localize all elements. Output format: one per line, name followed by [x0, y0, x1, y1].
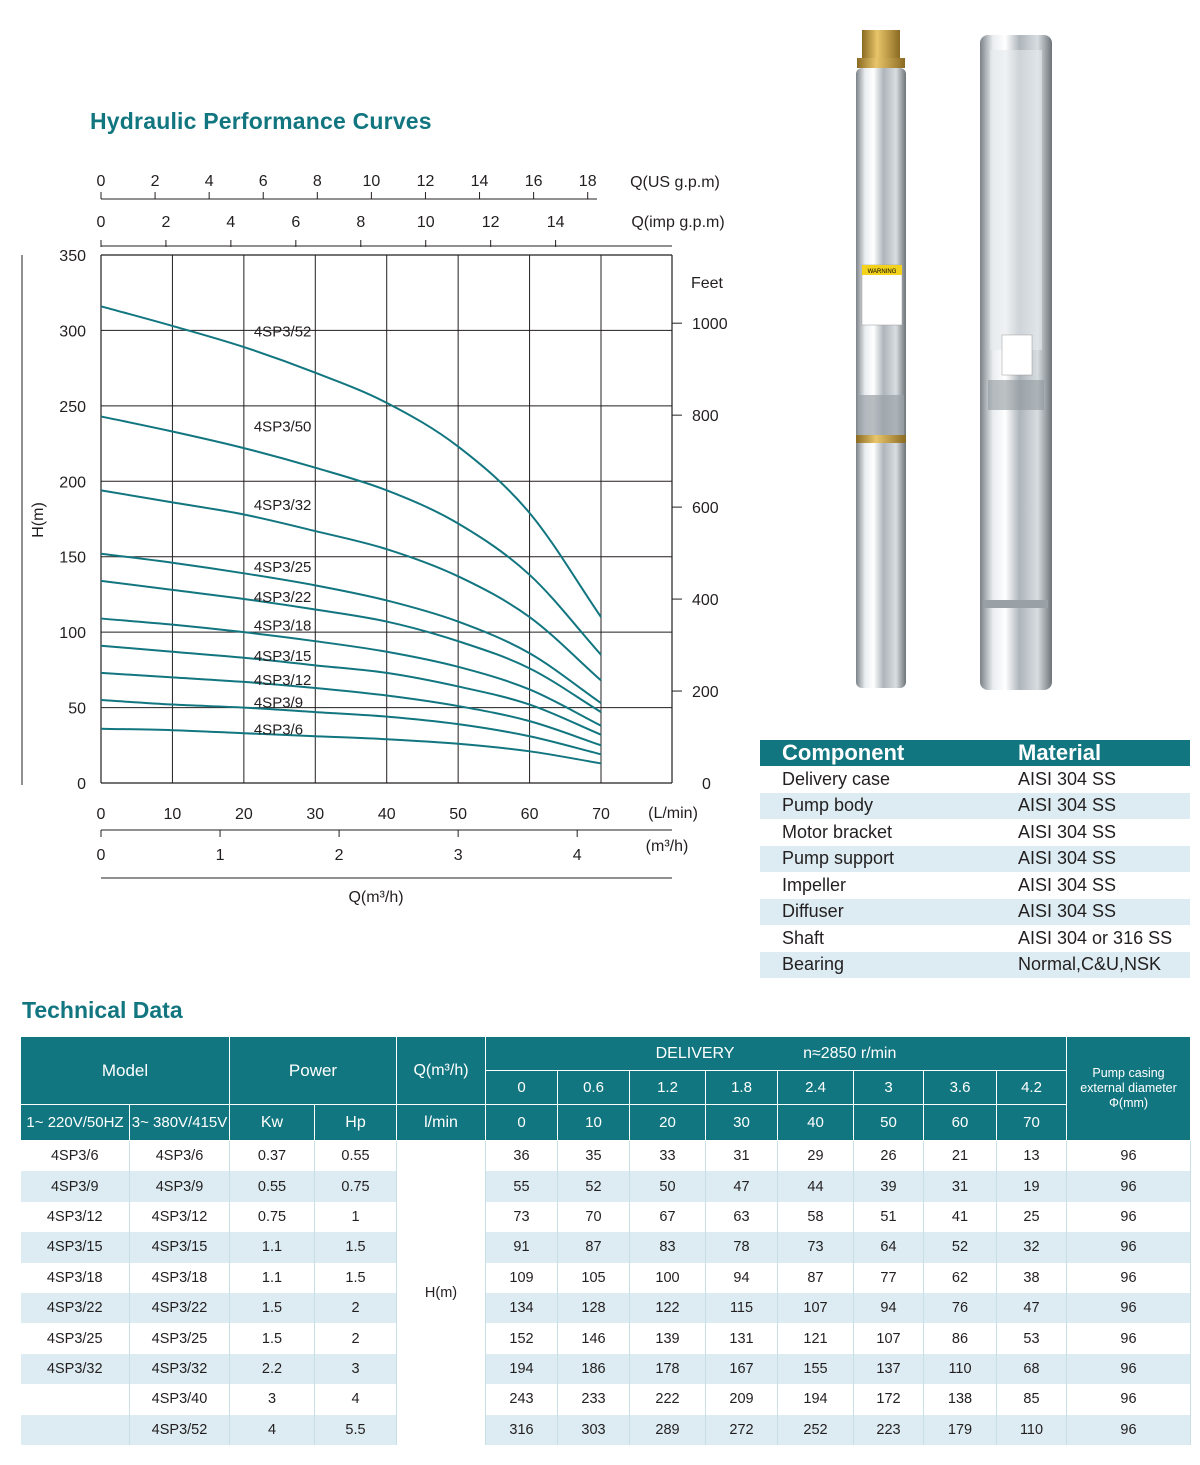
series-line	[101, 554, 601, 703]
kw-cell: 1.1	[230, 1263, 315, 1293]
materials-table	[760, 740, 1190, 978]
y-tick-label: 250	[59, 398, 86, 416]
head-value-cell: 73	[486, 1202, 558, 1232]
y2-tick-label: 600	[692, 500, 719, 518]
series-label: 4SP3/9	[253, 694, 304, 712]
material-row	[760, 952, 1190, 979]
power-header: Power	[230, 1037, 397, 1105]
series-label: 4SP3/18	[253, 617, 312, 635]
head-value-cell: 73	[778, 1232, 854, 1262]
head-value-cell: 137	[854, 1354, 924, 1384]
material-cell: Normal,C&U,NSK	[994, 952, 1190, 979]
head-value-cell: 139	[630, 1323, 706, 1353]
impgpm-tick-label: 0	[96, 214, 106, 231]
x-axis-label: Q(m³/h)	[348, 889, 404, 906]
kw-cell: 4	[230, 1415, 315, 1445]
table-row	[21, 1323, 1191, 1353]
model-1ph-cell: 4SP3/9	[21, 1171, 130, 1201]
usgpm-tick-label: 8	[312, 173, 322, 190]
series-line	[101, 729, 601, 764]
table-row	[21, 1171, 1191, 1201]
component-cell: Diffuser	[760, 899, 994, 926]
y2-tick-label: 1000	[692, 316, 728, 334]
usgpm-tick-label: 10	[362, 173, 381, 190]
hp-cell: 3	[315, 1354, 397, 1384]
series-label: 4SP3/12	[253, 671, 312, 689]
component-cell: Pump support	[760, 846, 994, 873]
technical-data-table	[20, 1036, 1191, 1445]
flow-m3h-header: 0	[486, 1071, 558, 1105]
material-row	[760, 766, 1190, 793]
material-row	[760, 846, 1190, 873]
y-tick-label: 150	[59, 549, 86, 567]
diameter-cell: 96	[1067, 1293, 1191, 1323]
y-tick-label: 300	[59, 323, 86, 341]
lmin-tick-label: 50	[449, 806, 468, 823]
warning-label: WARNING	[867, 269, 897, 275]
series-label: 4SP3/52	[253, 323, 312, 341]
head-value-cell: 146	[558, 1323, 630, 1353]
y-tick-label: 200	[59, 474, 86, 492]
kw-cell: 1.5	[230, 1323, 315, 1353]
diameter-cell: 96	[1067, 1141, 1191, 1172]
voltage-1ph-header: 1~ 220V/50HZ	[21, 1105, 130, 1141]
flow-lmin-header: 60	[924, 1105, 997, 1141]
series-line	[101, 700, 601, 754]
pump-2	[980, 35, 1052, 690]
series-line	[101, 673, 601, 745]
head-value-cell: 44	[778, 1171, 854, 1201]
model-3ph-cell: 4SP3/6	[130, 1141, 230, 1172]
lmin-tick-label: 60	[520, 806, 539, 823]
head-value-cell: 29	[778, 1141, 854, 1172]
m3h-tick-label: 0	[96, 847, 106, 864]
series-label: 4SP3/32	[253, 496, 312, 514]
y-tick-label: 0	[77, 776, 86, 793]
m3h-tick-label: 1	[215, 847, 225, 864]
component-cell: Motor bracket	[782, 821, 893, 842]
usgpm-tick-label: 16	[524, 173, 543, 190]
hp-cell: 0.55	[315, 1141, 397, 1172]
head-value-cell: 243	[486, 1384, 558, 1414]
material-cell: AISI 304 SS	[1018, 821, 1117, 842]
head-value-cell: 19	[997, 1171, 1067, 1201]
kw-cell: 3	[230, 1384, 315, 1414]
head-value-cell: 52	[924, 1232, 997, 1262]
component-header: Component	[760, 740, 994, 766]
speed-label: n≈2850 r/min	[803, 1044, 897, 1062]
head-unit-cell: H(m)	[397, 1141, 486, 1445]
model-3ph-cell: 4SP3/22	[130, 1293, 230, 1323]
table-row	[21, 1263, 1191, 1293]
head-value-cell: 131	[706, 1323, 778, 1353]
flow-m3h-header: 1.8	[706, 1071, 778, 1105]
hp-cell: 0.75	[315, 1171, 397, 1201]
model-1ph-cell: 4SP3/32	[21, 1354, 130, 1384]
head-value-cell: 83	[630, 1232, 706, 1262]
component-cell: Delivery case	[782, 768, 891, 789]
kw-cell: 0.55	[230, 1171, 315, 1201]
flow-m3h-header: 3	[854, 1071, 924, 1105]
head-value-cell: 109	[486, 1263, 558, 1293]
kw-cell: 0.75	[230, 1202, 315, 1232]
diameter-cell: 96	[1067, 1232, 1191, 1262]
impgpm-tick-label: 14	[546, 214, 565, 231]
flow-lmin-header: 40	[778, 1105, 854, 1141]
diameter-cell: 96	[1067, 1384, 1191, 1414]
flow-m3h-header: 4.2	[997, 1071, 1067, 1105]
head-value-cell: 152	[486, 1323, 558, 1353]
hp-cell: 2	[315, 1323, 397, 1353]
table-row	[21, 1415, 1191, 1445]
diameter-cell: 96	[1067, 1354, 1191, 1384]
model-1ph-cell	[21, 1415, 130, 1445]
head-value-cell: 110	[997, 1415, 1067, 1445]
pump-1	[856, 30, 906, 688]
model-1ph-cell: 4SP3/25	[21, 1323, 130, 1353]
head-value-cell: 110	[924, 1354, 997, 1384]
head-value-cell: 67	[630, 1202, 706, 1232]
head-value-cell: 62	[924, 1263, 997, 1293]
flow-lmin-header: 0	[486, 1105, 558, 1141]
impgpm-tick-label: 2	[161, 214, 171, 231]
usgpm-tick-label: 2	[150, 173, 160, 190]
model-1ph-cell: 4SP3/12	[21, 1202, 130, 1232]
table-row	[21, 1354, 1191, 1384]
y-axis-label: H(m)	[30, 502, 47, 538]
model-3ph-cell: 4SP3/40	[130, 1384, 230, 1414]
head-value-cell: 21	[924, 1141, 997, 1172]
head-value-cell: 252	[778, 1415, 854, 1445]
model-3ph-cell: 4SP3/15	[130, 1232, 230, 1262]
material-row	[760, 925, 1190, 952]
material-cell: AISI 304 SS	[994, 846, 1190, 873]
casing-header: Pump casing external diameter Φ(mm)	[1067, 1037, 1191, 1141]
head-value-cell: 51	[854, 1202, 924, 1232]
table-row	[21, 1384, 1191, 1414]
head-value-cell: 77	[854, 1263, 924, 1293]
head-value-cell: 32	[997, 1232, 1067, 1262]
material-cell: AISI 304 SS	[1018, 874, 1117, 895]
impgpm-tick-label: 12	[481, 214, 500, 231]
hp-cell: 1.5	[315, 1232, 397, 1262]
performance-title: Hydraulic Performance Curves	[90, 108, 432, 134]
model-3ph-cell: 4SP3/12	[130, 1202, 230, 1232]
head-value-cell: 64	[854, 1232, 924, 1262]
usgpm-tick-label: 4	[204, 173, 214, 190]
head-value-cell: 222	[630, 1384, 706, 1414]
model-1ph-cell: 4SP3/6	[21, 1141, 130, 1172]
model-1ph-cell	[21, 1384, 130, 1414]
head-value-cell: 26	[854, 1141, 924, 1172]
y2-tick-label: 0	[702, 776, 711, 793]
head-value-cell: 39	[854, 1171, 924, 1201]
y-tick-label: 100	[59, 625, 86, 643]
hp-cell: 4	[315, 1384, 397, 1414]
model-1ph-cell: 4SP3/15	[21, 1232, 130, 1262]
kw-cell: 1.1	[230, 1232, 315, 1262]
head-value-cell: 47	[706, 1171, 778, 1201]
flow-lmin-header: 50	[854, 1105, 924, 1141]
m3h-tick-label: 4	[572, 847, 582, 864]
table-row	[21, 1293, 1191, 1323]
kw-cell: 0.37	[230, 1141, 315, 1172]
head-value-cell: 35	[558, 1141, 630, 1172]
table-row	[21, 1141, 1191, 1172]
head-value-cell: 303	[558, 1415, 630, 1445]
impgpm-tick-label: 8	[356, 214, 366, 231]
head-value-cell: 155	[778, 1354, 854, 1384]
head-value-cell: 86	[924, 1323, 997, 1353]
head-value-cell: 33	[630, 1141, 706, 1172]
head-value-cell: 194	[778, 1384, 854, 1414]
diameter-cell: 96	[1067, 1263, 1191, 1293]
hp-cell: 5.5	[315, 1415, 397, 1445]
material-row	[760, 899, 1190, 926]
impgpm-tick-label: 10	[416, 214, 435, 231]
m3h-tick-label: 3	[453, 847, 463, 864]
delivery-label: DELIVERY	[655, 1044, 735, 1062]
head-value-cell: 78	[706, 1232, 778, 1262]
usgpm-tick-label: 14	[470, 173, 489, 190]
head-value-cell: 91	[486, 1232, 558, 1262]
head-value-cell: 55	[486, 1171, 558, 1201]
series-label: 4SP3/6	[253, 721, 304, 739]
impgpm-unit-label: Q(imp g.p.m)	[631, 214, 725, 231]
component-cell: Bearing	[760, 952, 994, 979]
series-label: 4SP3/25	[253, 558, 312, 576]
head-value-cell: 31	[706, 1141, 778, 1172]
series-label: 4SP3/50	[253, 418, 312, 436]
head-value-cell: 31	[924, 1171, 997, 1201]
model-header: Model	[21, 1037, 230, 1105]
table-row	[21, 1232, 1191, 1262]
material-cell: AISI 304 or 316 SS	[1018, 927, 1173, 948]
y-tick-label: 350	[59, 248, 86, 265]
y2-tick-label: 800	[692, 408, 719, 426]
m3h-unit-label: (m³/h)	[645, 838, 689, 855]
delivery-header	[486, 1037, 1067, 1071]
head-value-cell: 100	[630, 1263, 706, 1293]
hp-header: Hp	[315, 1105, 397, 1141]
flow-m3h-header: 3.6	[924, 1071, 997, 1105]
lmin-header: l/min	[397, 1105, 486, 1141]
model-3ph-cell: 4SP3/18	[130, 1263, 230, 1293]
flow-lmin-header: 30	[706, 1105, 778, 1141]
head-value-cell: 186	[558, 1354, 630, 1384]
diameter-cell: 96	[1067, 1415, 1191, 1445]
head-value-cell: 85	[997, 1384, 1067, 1414]
model-3ph-cell: 4SP3/9	[130, 1171, 230, 1201]
m3h-tick-label: 2	[334, 847, 344, 864]
flow-lmin-header: 10	[558, 1105, 630, 1141]
model-1ph-cell: 4SP3/22	[21, 1293, 130, 1323]
hp-cell: 2	[315, 1293, 397, 1323]
head-value-cell: 122	[630, 1293, 706, 1323]
lmin-tick-label: 70	[592, 806, 610, 823]
diameter-cell: 96	[1067, 1323, 1191, 1353]
series-label: 4SP3/22	[253, 588, 312, 606]
lmin-unit-label: (L/min)	[648, 805, 698, 822]
head-value-cell: 76	[924, 1293, 997, 1323]
head-value-cell: 272	[706, 1415, 778, 1445]
head-value-cell: 63	[706, 1202, 778, 1232]
table-row	[21, 1202, 1191, 1232]
head-value-cell: 94	[854, 1293, 924, 1323]
head-value-cell: 50	[630, 1171, 706, 1201]
hp-cell: 1.5	[315, 1263, 397, 1293]
usgpm-tick-label: 12	[416, 173, 435, 190]
usgpm-tick-label: 6	[258, 173, 268, 190]
flow-lmin-header: 20	[630, 1105, 706, 1141]
material-row	[760, 793, 1190, 820]
head-value-cell: 209	[706, 1384, 778, 1414]
head-value-cell: 94	[706, 1263, 778, 1293]
head-value-cell: 121	[778, 1323, 854, 1353]
head-value-cell: 107	[854, 1323, 924, 1353]
head-value-cell: 128	[558, 1293, 630, 1323]
y2-axis-label: Feet	[690, 275, 724, 292]
series-line	[101, 646, 601, 735]
head-value-cell: 52	[558, 1171, 630, 1201]
component-cell: Pump body	[760, 793, 994, 820]
model-1ph-cell: 4SP3/18	[21, 1263, 130, 1293]
pump-product-image	[840, 20, 1080, 700]
material-row	[760, 872, 1190, 899]
y-tick-label: 50	[68, 700, 86, 718]
model-3ph-cell: 4SP3/52	[130, 1415, 230, 1445]
head-value-cell: 178	[630, 1354, 706, 1384]
y2-tick-label: 400	[692, 592, 719, 610]
y2-tick-label: 200	[692, 684, 719, 702]
diameter-cell: 96	[1067, 1171, 1191, 1201]
performance-chart	[0, 150, 760, 920]
head-value-cell: 233	[558, 1384, 630, 1414]
usgpm-tick-label: 0	[96, 173, 106, 190]
series-label: 4SP3/15	[253, 647, 312, 665]
lmin-tick-label: 40	[377, 806, 396, 823]
lmin-tick-label: 30	[306, 806, 325, 823]
material-cell: AISI 304 SS	[994, 899, 1190, 926]
model-3ph-cell: 4SP3/25	[130, 1323, 230, 1353]
head-value-cell: 138	[924, 1384, 997, 1414]
hp-cell: 1	[315, 1202, 397, 1232]
head-value-cell: 105	[558, 1263, 630, 1293]
head-value-cell: 179	[924, 1415, 997, 1445]
head-value-cell: 223	[854, 1415, 924, 1445]
voltage-3ph-header: 3~ 380V/415V	[130, 1105, 230, 1141]
lmin-tick-label: 20	[234, 806, 253, 823]
lmin-tick-label: 0	[96, 806, 106, 823]
head-value-cell: 172	[854, 1384, 924, 1414]
usgpm-tick-label: 18	[578, 173, 597, 190]
impgpm-tick-label: 6	[291, 214, 301, 231]
head-value-cell: 13	[997, 1141, 1067, 1172]
component-cell: Impeller	[782, 874, 847, 895]
head-value-cell: 70	[558, 1202, 630, 1232]
impgpm-tick-label: 4	[226, 214, 236, 231]
head-value-cell: 107	[778, 1293, 854, 1323]
model-3ph-cell: 4SP3/32	[130, 1354, 230, 1384]
head-value-cell: 36	[486, 1141, 558, 1172]
head-value-cell: 316	[486, 1415, 558, 1445]
technical-data-title: Technical Data	[22, 997, 183, 1023]
kw-cell: 1.5	[230, 1293, 315, 1323]
head-value-cell: 115	[706, 1293, 778, 1323]
head-value-cell: 167	[706, 1354, 778, 1384]
diameter-cell: 96	[1067, 1202, 1191, 1232]
flow-m3h-header: 2.4	[778, 1071, 854, 1105]
flow-m3h-header: 1.2	[630, 1071, 706, 1105]
material-cell: AISI 304 SS	[994, 793, 1190, 820]
head-value-cell: 194	[486, 1354, 558, 1384]
head-value-cell: 38	[997, 1263, 1067, 1293]
head-value-cell: 58	[778, 1202, 854, 1232]
head-value-cell: 289	[630, 1415, 706, 1445]
head-value-cell: 41	[924, 1202, 997, 1232]
flow-m3h-header: 0.6	[558, 1071, 630, 1105]
head-value-cell: 25	[997, 1202, 1067, 1232]
head-value-cell: 134	[486, 1293, 558, 1323]
q-header: Q(m³/h)	[397, 1037, 486, 1105]
component-cell: Shaft	[782, 927, 825, 948]
kw-cell: 2.2	[230, 1354, 315, 1384]
head-value-cell: 87	[778, 1263, 854, 1293]
usgpm-unit-label: Q(US g.p.m)	[630, 174, 720, 191]
material-header: Material	[994, 740, 1190, 766]
series-line	[101, 619, 601, 726]
head-value-cell: 87	[558, 1232, 630, 1262]
material-row	[760, 819, 1190, 846]
flow-lmin-header: 70	[997, 1105, 1067, 1141]
series-line	[101, 416, 601, 654]
kw-header: Kw	[230, 1105, 315, 1141]
lmin-tick-label: 10	[163, 806, 182, 823]
head-value-cell: 47	[997, 1293, 1067, 1323]
material-cell: AISI 304 SS	[1018, 768, 1117, 789]
head-value-cell: 68	[997, 1354, 1067, 1384]
head-value-cell: 53	[997, 1323, 1067, 1353]
